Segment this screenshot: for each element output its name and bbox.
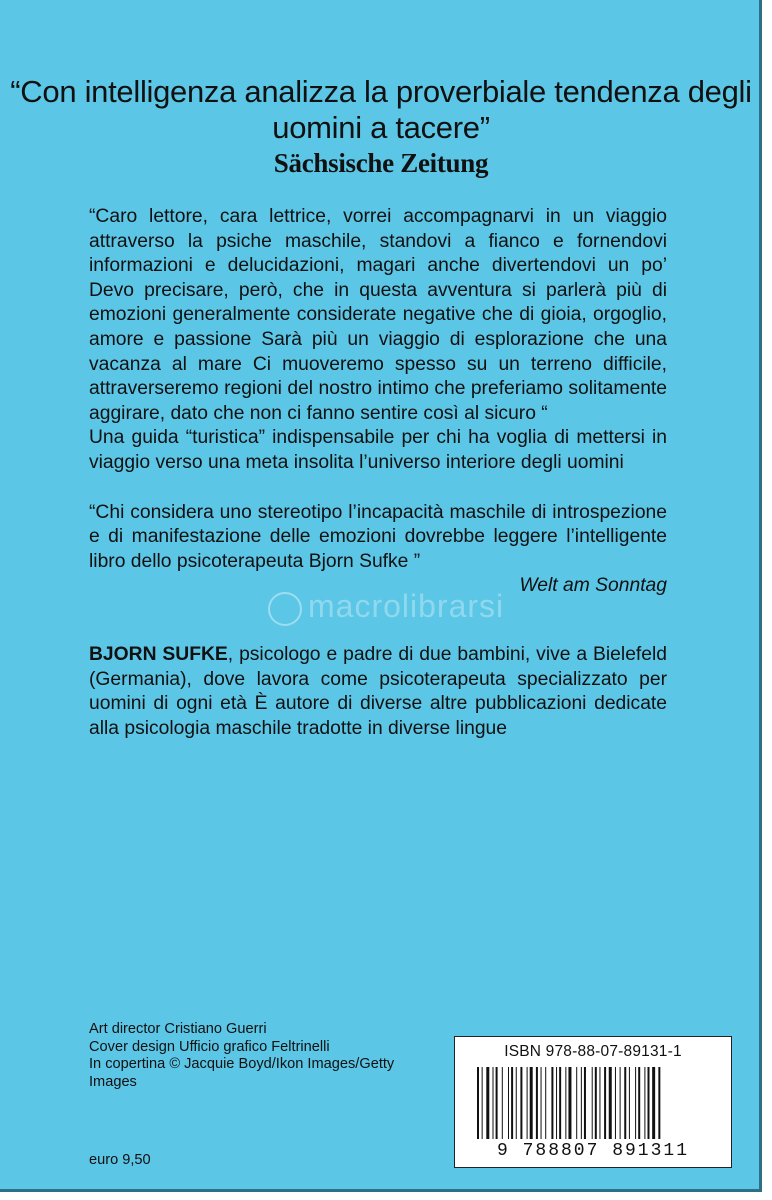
blurb-paragraph-intro: “Caro lettore, cara lettrice, vorrei accompagnarvi in un viaggio attraverso la psiche maschile, standovi a fianco e fornendovi informazioni e delucidazioni, magari anche divertendovi un po’ Devo precisare, però, che in questa avventura si parlerà più di emozioni generalmente considerate negative che di gioia, orgoglio, amore e passione Sarà più un viaggio di esplorazione che una vacanza al mare Ci muoveremo spesso su un terreno difficile, attraverseremo regioni del nostro intimo che preferiamo solitamente aggirare, dato che non ci fanno sentire così al sicuro “ — [89, 206, 667, 424]
barcode-bar — [556, 1067, 557, 1139]
barcode-bar — [545, 1067, 546, 1139]
barcode-digits: 9 788807 891311 — [496, 1141, 690, 1161]
press-quote-source: Sächsische Zeitung — [273, 148, 489, 178]
barcode-icon — [477, 1067, 709, 1139]
barcode-bar — [536, 1067, 538, 1139]
barcode-bar — [482, 1067, 483, 1139]
barcode-bar — [604, 1067, 606, 1139]
blurb-paragraph-guide: Una guida “turistica” indispensabile per chi ha voglia di mettersi in viaggio verso una meta insolita l’universo interiore degli uomini — [89, 427, 667, 473]
price: euro 9,50 — [89, 1152, 151, 1168]
review-quote-source: Welt am Sonntag — [519, 575, 667, 597]
barcode-bar — [581, 1067, 582, 1139]
barcode-bar — [551, 1067, 553, 1139]
barcode-bar — [609, 1067, 612, 1139]
barcode-bar — [620, 1067, 621, 1139]
barcode-bar — [576, 1067, 577, 1139]
review-quote: “Chi considera uno stereotipo l’incapacità maschile di introspezione e di manifestazione delle emozioni dovrebbe leggere l’intelligente libro dello psicoterapeuta Bjorn Sufke ” — [89, 501, 667, 572]
author-bio — [89, 643, 667, 741]
barcode-bar — [502, 1067, 503, 1139]
barcode-bar — [496, 1067, 498, 1139]
barcode-bar — [629, 1067, 630, 1139]
press-quote: “Con intelligenza analizza la proverbiale tendenza degli uomini a tacere” — [10, 74, 752, 145]
barcode-bar — [648, 1067, 650, 1139]
barcode-bar — [559, 1067, 561, 1139]
barcode-bar — [658, 1067, 660, 1139]
barcode-bar — [652, 1067, 655, 1139]
barcode-bar — [493, 1067, 494, 1139]
barcode-bar — [584, 1067, 586, 1139]
barcode-bar — [530, 1067, 533, 1139]
credit-art-director: Art director Cristiano Guerri — [89, 1021, 267, 1037]
barcode-label — [454, 1036, 732, 1168]
barcode-bar — [527, 1067, 528, 1139]
barcode-bar — [486, 1067, 489, 1139]
blurb — [89, 205, 667, 741]
isbn: ISBN 978-88-07-89131-1 — [504, 1043, 682, 1060]
watermark-text: macrolibrarsi — [308, 588, 505, 624]
barcode-bar — [595, 1067, 597, 1139]
barcode-bar — [592, 1067, 593, 1139]
barcode-bar — [511, 1067, 513, 1139]
barcode-bar — [508, 1067, 509, 1139]
barcode-bar — [644, 1067, 645, 1139]
credit-cover-design: Cover design Ufficio grafico Feltrinelli — [89, 1038, 330, 1055]
barcode-bar — [624, 1067, 626, 1139]
barcode-bar — [565, 1067, 566, 1139]
barcode-bar — [635, 1067, 636, 1139]
author-bio-text: , psicologo e padre di due bambini, vive a Bielefeld (Germania), dove lavora come psicoterapeuta specializzato per uomini di ogni età È autore di diverse altre pubblicazioni dedicate alla psicologia maschile tradotte in diverse lingue — [89, 643, 668, 739]
barcode-bar — [477, 1067, 479, 1139]
barcode-bar — [599, 1067, 600, 1139]
credits — [89, 1021, 429, 1091]
barcode-bar — [638, 1067, 640, 1139]
credit-cover-image: In copertina © Jacquie Boyd/Ikon Images/Getty Images — [89, 1056, 395, 1090]
author-name: BJORN SUFKE — [89, 643, 228, 665]
barcode-bar — [541, 1067, 542, 1139]
barcode-bar — [520, 1067, 522, 1139]
barcode-bar — [516, 1067, 517, 1139]
barcode-bar — [568, 1067, 571, 1139]
headline — [0, 74, 762, 179]
barcode-bar — [615, 1067, 616, 1139]
